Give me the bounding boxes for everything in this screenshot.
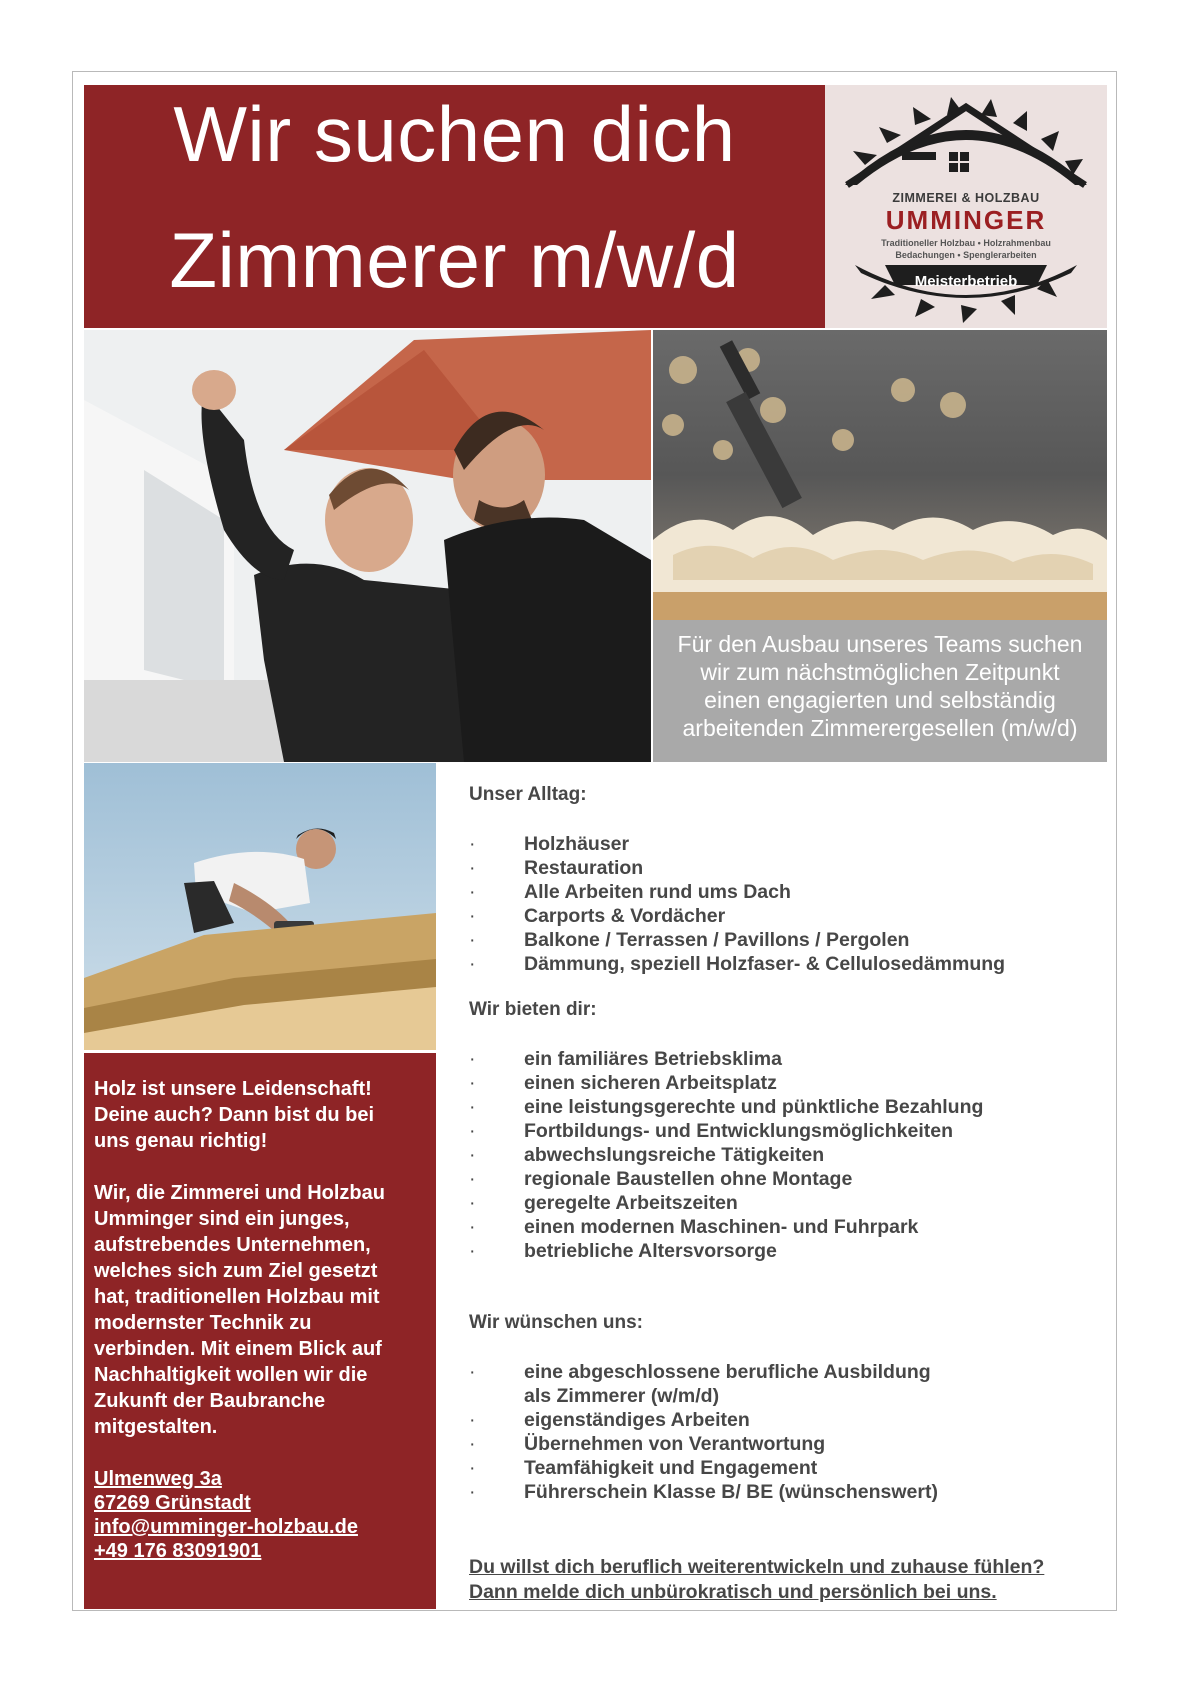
about-line: aufstrebendes Unternehmen, xyxy=(94,1234,371,1256)
list-item xyxy=(469,856,1099,880)
bullet-icon: · xyxy=(469,1240,476,1262)
bullet-icon: · xyxy=(469,1433,476,1455)
alltag-heading: Unser Alltag: xyxy=(469,784,587,805)
list-item xyxy=(469,1215,1099,1239)
about-paragraph-2 xyxy=(94,1180,426,1440)
bullet-icon: · xyxy=(469,905,476,927)
list-item xyxy=(469,1191,1099,1215)
list-item-text: Restauration xyxy=(524,857,644,879)
bullet-icon: · xyxy=(469,929,476,951)
list-item xyxy=(469,1143,1099,1167)
wuenschen-list xyxy=(469,1360,1099,1504)
intro-box xyxy=(653,620,1107,762)
list-item-text: Teamfähigkeit und Engagement xyxy=(524,1457,818,1479)
cta-line-1: Du willst dich beruflich weiterentwickeln und zuhause fühlen? xyxy=(469,1556,1045,1578)
list-item xyxy=(469,1480,1099,1504)
bullet-icon: · xyxy=(469,1192,476,1214)
list-item xyxy=(469,1432,1099,1456)
list-item-text: einen modernen Maschinen- und Fuhrpark xyxy=(524,1216,919,1238)
bieten-list xyxy=(469,1047,1099,1263)
logo-subtitle: ZIMMEREI & HOLZBAU xyxy=(892,191,1040,205)
intro-line: arbeitenden Zimmerergesellen (m/w/d) xyxy=(682,715,1078,741)
bullet-icon: · xyxy=(469,1120,476,1142)
contact-email-link[interactable]: info@umminger-holzbau.de xyxy=(94,1516,358,1538)
cta-line-2: Dann melde dich unbürokratisch und persönlich bei uns. xyxy=(469,1581,997,1603)
bullet-icon: · xyxy=(469,1096,476,1118)
contact-city: 67269 Grünstadt xyxy=(94,1492,251,1514)
wuenschen-heading: Wir wünschen uns: xyxy=(469,1312,644,1333)
list-item xyxy=(469,1167,1099,1191)
contact-phone-link[interactable]: +49 176 83091901 xyxy=(94,1540,262,1562)
roof-worker-photo xyxy=(84,763,436,1050)
list-item-text: eigenständiges Arbeiten xyxy=(524,1409,750,1431)
header-title-line1: Wir suchen dich xyxy=(173,90,736,178)
about-line: hat, traditionellen Holzbau mit xyxy=(94,1286,380,1308)
list-item xyxy=(469,1047,1099,1071)
logo-company-name: UMMINGER xyxy=(885,205,1047,235)
bullet-icon: · xyxy=(469,1361,476,1383)
about-line: uns genau richtig! xyxy=(94,1130,268,1152)
list-item-text: einen sicheren Arbeitsplatz xyxy=(524,1072,777,1094)
list-item xyxy=(469,880,1099,904)
about-line: verbinden. Mit einem Blick auf xyxy=(94,1338,382,1360)
carpenters-illustration xyxy=(84,330,651,762)
list-item xyxy=(469,1456,1099,1480)
bullet-icon: · xyxy=(469,1168,476,1190)
list-item-text: Balkone / Terrassen / Pavillons / Pergolen xyxy=(524,929,910,951)
list-item xyxy=(469,928,1099,952)
bullet-icon: · xyxy=(469,1072,476,1094)
list-item-text: Holzhäuser xyxy=(524,833,630,855)
about-line: Holz ist unsere Leidenschaft! xyxy=(94,1078,372,1100)
about-line: mitgestalten. xyxy=(94,1416,218,1438)
header-title-line2: Zimmerer m/w/d xyxy=(169,216,740,304)
list-item-text: Führerschein Klasse B/ BE (wünschenswert) xyxy=(524,1481,938,1503)
intro-line: wir zum nächstmöglichen Zeitpunkt xyxy=(700,659,1060,685)
intro-text xyxy=(661,630,1099,742)
bullet-icon: · xyxy=(469,881,476,903)
about-line: welches sich zum Ziel gesetzt xyxy=(94,1260,378,1282)
list-item xyxy=(469,904,1099,928)
about-line: Zukunft der Baubranche xyxy=(94,1390,326,1412)
alltag-list xyxy=(469,832,1099,976)
list-item-text: Übernehmen von Verantwortung xyxy=(524,1433,826,1455)
list-item xyxy=(469,1071,1099,1095)
bieten-heading: Wir bieten dir: xyxy=(469,999,597,1020)
list-item-text: eine abgeschlossene berufliche Ausbildung xyxy=(524,1361,931,1383)
list-item-continuation xyxy=(469,1384,1099,1408)
list-item xyxy=(469,1360,1099,1384)
logo-services-line1: Traditioneller Holzbau • Holzrahmenbau xyxy=(881,238,1051,248)
about-line: Deine auch? Dann bist du bei xyxy=(94,1104,375,1126)
list-item-text: Carports & Vordächer xyxy=(524,905,726,927)
list-item-text: Dämmung, speziell Holzfaser- & Cellulosedämmung xyxy=(524,953,1006,975)
list-item-text: abwechslungsreiche Tätigkeiten xyxy=(524,1144,825,1166)
list-item-text: betriebliche Altersvorsorge xyxy=(524,1240,777,1262)
list-item xyxy=(469,1095,1099,1119)
list-item xyxy=(469,1408,1099,1432)
bullet-icon: · xyxy=(469,1216,476,1238)
carpenters-photo xyxy=(84,330,651,762)
bullet-icon: · xyxy=(469,833,476,855)
wood-shavings-photo xyxy=(653,330,1107,620)
list-item-text: Fortbildungs- und Entwicklungsmöglichkeiten xyxy=(524,1120,953,1142)
logo-badge-text: Meisterbetrieb xyxy=(914,273,1018,290)
intro-line: einen engagierten und selbständig xyxy=(704,687,1056,713)
list-item xyxy=(469,1239,1099,1263)
header-banner xyxy=(84,85,825,328)
list-item-text: regionale Baustellen ohne Montage xyxy=(524,1168,853,1190)
list-item-text: Alle Arbeiten rund ums Dach xyxy=(524,881,791,903)
list-item xyxy=(469,1119,1099,1143)
contact-street: Ulmenweg 3a xyxy=(94,1468,222,1490)
company-logo xyxy=(825,85,1107,328)
bullet-icon: · xyxy=(469,953,476,975)
about-line: Umminger sind ein junges, xyxy=(94,1208,350,1230)
drill-wood-illustration xyxy=(653,330,1107,620)
list-item-text: als Zimmerer (w/m/d) xyxy=(524,1385,720,1407)
about-box xyxy=(84,1053,436,1609)
intro-line: Für den Ausbau unseres Teams suchen xyxy=(677,631,1083,657)
roof-worker-illustration xyxy=(84,763,436,1050)
list-item-text: geregelte Arbeitszeiten xyxy=(524,1192,738,1214)
bullet-icon: · xyxy=(469,1481,476,1503)
bullet-icon: · xyxy=(469,1048,476,1070)
call-to-action xyxy=(469,1555,1109,1605)
bullet-icon: · xyxy=(469,1144,476,1166)
bullet-icon: · xyxy=(469,1409,476,1431)
about-line: Wir, die Zimmerei und Holzbau xyxy=(94,1182,385,1204)
bullet-icon: · xyxy=(469,1457,476,1479)
list-item-text: ein familiäres Betriebsklima xyxy=(524,1048,782,1070)
list-item xyxy=(469,832,1099,856)
list-item xyxy=(469,952,1099,976)
logo-services-line2: Bedachungen • Spenglerarbeiten xyxy=(895,250,1037,260)
bullet-icon: · xyxy=(469,857,476,879)
about-line: Nachhaltigkeit wollen wir die xyxy=(94,1364,368,1386)
about-paragraph-1 xyxy=(94,1076,426,1154)
list-item-text: eine leistungsgerechte und pünktliche Bezahlung xyxy=(524,1096,984,1118)
about-line: modernster Technik zu xyxy=(94,1312,312,1334)
